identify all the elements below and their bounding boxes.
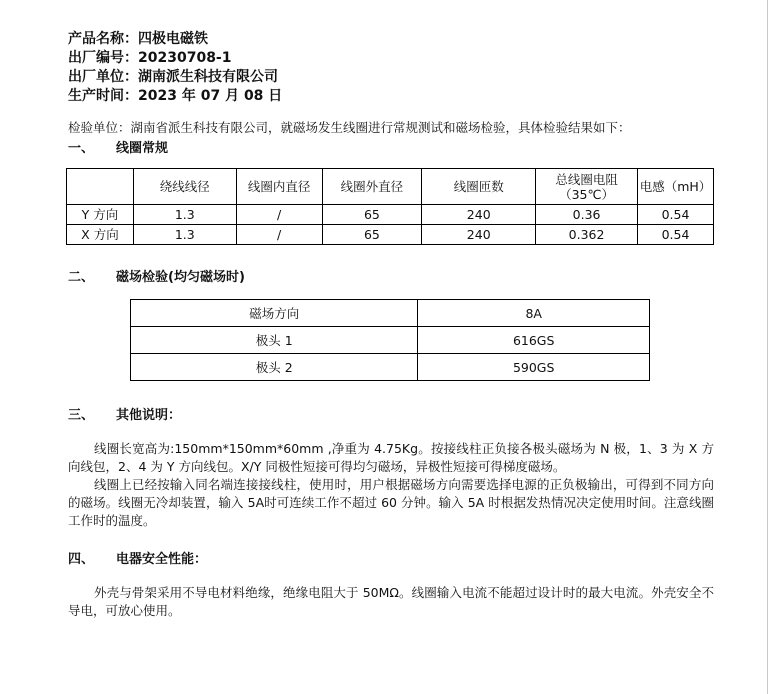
manufacturer: 出厂单位：湖南派生科技有限公司	[68, 69, 278, 85]
header-cell: 电感（mH）	[638, 169, 714, 205]
table-cell: X 方向	[67, 225, 134, 245]
section-4-number: 四、	[68, 552, 95, 567]
table-cell: /	[236, 225, 322, 245]
table-cell: 极头 1	[131, 327, 418, 354]
table-row	[131, 300, 650, 327]
header-cell: 线圈外直径	[322, 169, 422, 205]
section-1-number: 一、	[68, 141, 95, 156]
table-cell: 65	[322, 225, 422, 245]
table-row	[131, 327, 650, 354]
inspection-intro: 检验单位：湖南省派生科技有限公司，就磁场发生线圈进行常规测试和磁场检验，具体检验结果如下：	[68, 120, 631, 135]
table-cell: 590GS	[418, 354, 650, 381]
header-cell: 线圈匝数	[422, 169, 536, 205]
table-cell: 240	[422, 225, 536, 245]
table-cell: 240	[422, 205, 536, 225]
section-3-number: 三、	[68, 408, 95, 423]
product-name: 产品名称：四极电磁铁	[68, 31, 208, 47]
serial-number: 出厂编号：20230708-1	[68, 50, 232, 66]
section-2-number: 二、	[68, 270, 95, 285]
section-4-heading	[68, 548, 207, 567]
header-cell: 总线圈电阻（35℃）	[536, 169, 638, 205]
table-header-row	[67, 169, 714, 205]
table-cell: 0.362	[536, 225, 638, 245]
table-cell: 0.54	[638, 225, 714, 245]
table-cell: Y 方向	[67, 205, 134, 225]
section-3-heading	[68, 404, 181, 423]
document-header	[68, 30, 282, 106]
table-cell: 极头 2	[131, 354, 418, 381]
section-1-title: 线圈常规	[116, 141, 169, 156]
table-row	[67, 205, 714, 225]
safety-paragraph: 外壳与骨架采用不导电材料绝缘，绝缘电阻大于 50MΩ。线圈输入电流不能超过设计时的最大电流。外壳安全不导电，可放心使用。	[68, 585, 714, 618]
section-2-title: 磁场检验(均匀磁场时)	[116, 270, 245, 285]
table-cell: 616GS	[418, 327, 650, 354]
header-cell: 绕线线径	[133, 169, 236, 205]
table-cell: 1.3	[133, 205, 236, 225]
section-2-heading	[68, 266, 245, 285]
table-cell: 1.3	[133, 225, 236, 245]
table-cell: 8A	[418, 300, 650, 327]
section-3-title: 其他说明：	[116, 408, 182, 423]
table-row	[67, 225, 714, 245]
table-cell: 65	[322, 205, 422, 225]
section-4-title: 电器安全性能：	[116, 552, 208, 567]
table-row	[131, 354, 650, 381]
table-cell: /	[236, 205, 322, 225]
production-date: 生产时间：2023 年 07 月 08 日	[68, 88, 283, 104]
table-cell: 0.54	[638, 205, 714, 225]
coil-spec-table	[66, 168, 714, 245]
coil-description-paragraph: 线圈长宽高为:150mm*150mm*60mm ,净重为 4.75Kg。按接线柱正负接各极头磁场为 N 极，1、3 为 X 方向线包，2、4 为 Y 方向线包。X/Y 同极性短接可得均匀磁场，异极性短接可得梯度磁场。	[68, 441, 714, 474]
header-cell	[67, 169, 134, 205]
table-cell: 磁场方向	[131, 300, 418, 327]
table-cell: 0.36	[536, 205, 638, 225]
section-1-heading	[68, 137, 168, 156]
usage-notes-paragraph: 线圈上已经按输入同名端连接接线柱，使用时，用户根据磁场方向需要选择电源的正负极输出，可得到不同方向的磁场。线圈无冷却装置，输入 5A时可连续工作不超过 60 分钟。输入 5A 时根据发热情况决定使用时间。注意线圈工作时的温度。	[68, 477, 714, 528]
header-cell: 线圈内直径	[236, 169, 322, 205]
field-test-table	[130, 299, 650, 381]
